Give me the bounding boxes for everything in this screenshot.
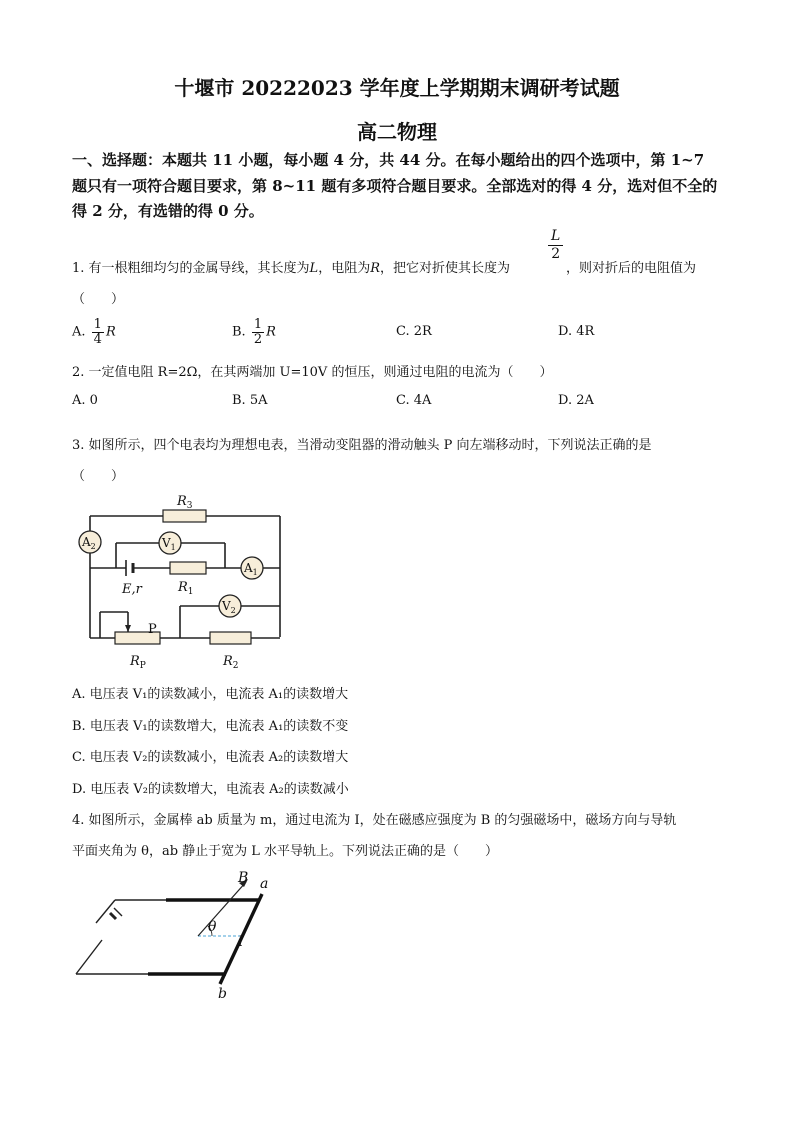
q1-option-b[interactable]: [232, 318, 276, 346]
q2-option-c[interactable]: C. 4A: [396, 393, 432, 408]
section-instruction-line-2: 题只有一项符合题目要求，第 8~11 题有多项符合题目要求。全部选对的得 4 分，选对但不全的: [72, 177, 718, 195]
label-v2: V: [222, 599, 231, 613]
label-p: P: [148, 622, 157, 637]
label-rp: R: [130, 654, 140, 669]
q1-text-mid: ，电阻为: [318, 261, 371, 276]
label-rp-sub: P: [139, 661, 146, 671]
q2-option-b[interactable]: B. 5A: [232, 393, 268, 408]
q1-option-d[interactable]: D. 4R: [558, 324, 595, 339]
label-a1: A: [244, 561, 253, 575]
q1-option-a-den: 4: [93, 331, 102, 347]
label-field-b: B: [238, 870, 249, 886]
svg-text:R2: [222, 654, 239, 671]
q1-var-R: R: [370, 261, 380, 276]
q1-frac-num: L: [548, 228, 563, 246]
q1-fraction-L-over-2: [548, 228, 563, 263]
q1-option-a-var: R: [105, 324, 116, 340]
exam-title: 十堰市 20222023 学年度上学期期末调研考试题: [174, 76, 620, 100]
q4-field-b-arrow-line: [198, 882, 246, 936]
label-v2-sub: 2: [230, 606, 236, 615]
question-2-stem: 2. 一定值电阻 R=2Ω，在其两端加 U=10V 的恒压，则通过电阻的电流为（ ）: [72, 365, 553, 380]
section-instruction-line-3: 得 2 分，有选错的得 0 分。: [72, 202, 264, 220]
q3-option-a[interactable]: A. 电压表 V₁的读数减小，电流表 A₁的读数增大: [72, 687, 349, 702]
resistor-r1: [170, 562, 206, 574]
q1-option-b-label: B.: [232, 324, 246, 340]
q3-circuit-resistors: [115, 510, 251, 644]
q1-option-a-label: A.: [72, 324, 86, 340]
label-v1-sub: 1: [170, 543, 176, 552]
q2-option-a[interactable]: A. 0: [72, 393, 98, 408]
label-end-a: a: [260, 876, 269, 892]
question-4-stem-line-1: 4. 如图所示，金属棒 ab 质量为 m，通过电流为 I，处在磁感应强度为 B 的匀强磁场中，磁场方向与导轨: [72, 813, 677, 828]
label-v1: V: [162, 536, 171, 550]
q1-option-b-fraction: [252, 318, 264, 346]
svg-text:RP: [129, 654, 146, 671]
q1-option-a-num: 1: [93, 317, 102, 332]
exam-subtitle: 高二物理: [357, 120, 437, 144]
q3-option-c[interactable]: C. 电压表 V₂的读数减小，电流表 A₂的读数增大: [72, 750, 349, 765]
question-4-stem-line-2: 平面夹角为 θ，ab 静止于宽为 L 水平导轨上。下列说法正确的是（ ）: [72, 844, 499, 859]
q1-var-L: L: [309, 261, 319, 276]
question-3-stem: 3. 如图所示，四个电表均为理想电表，当滑动变阻器的滑动触头 P 向左端移动时，下列说法正确的是: [72, 438, 652, 453]
svg-text:R1: [177, 580, 194, 597]
label-r2-sub: 2: [232, 661, 239, 671]
label-r1: R: [178, 580, 188, 595]
label-a1-sub: 1: [252, 568, 258, 577]
label-current-i: I: [238, 934, 244, 950]
q1-option-c[interactable]: C. 2R: [396, 324, 432, 339]
q4-thin-wires: [76, 900, 166, 974]
section-instruction-line-1: 一、选择题：本题共 11 小题，每小题 4 分，共 44 分。在每小题给出的四个选项中，第 1~7: [72, 151, 705, 169]
q4-rail-diagram: [70, 868, 280, 1003]
resistor-r2: [210, 632, 251, 644]
q3-paren: （ ）: [72, 469, 125, 484]
label-a2: A: [82, 535, 91, 549]
q3-circuit-diagram: [70, 488, 300, 674]
q1-option-b-den: 2: [253, 331, 263, 347]
question-1-stem: [72, 257, 510, 276]
resistor-r3: [163, 510, 206, 522]
q1-text-end: ，则对折后的电阻值为: [566, 261, 697, 276]
label-end-b: b: [218, 986, 227, 1002]
label-r3: R: [177, 494, 187, 509]
label-a2-sub: 2: [90, 542, 96, 551]
label-r1-sub: 1: [187, 587, 194, 597]
q1-option-b-num: 1: [253, 317, 263, 332]
q1-text-before: 1. 有一根粗细均匀的金属导线，其长度为: [72, 261, 310, 276]
q1-option-a[interactable]: [72, 318, 116, 346]
svg-text:R3: [176, 494, 193, 511]
label-r3-sub: 3: [186, 501, 193, 511]
label-r2: R: [223, 654, 233, 669]
q1-option-a-fraction: [92, 318, 104, 346]
q2-option-d[interactable]: D. 2A: [558, 393, 594, 408]
q4-rails: [148, 894, 262, 984]
slider-arrow-icon: [125, 625, 131, 632]
q3-option-d[interactable]: D. 电压表 V₂的读数增大，电流表 A₂的读数减小: [72, 782, 349, 797]
label-er: E,r: [122, 582, 142, 597]
q1-option-b-var: R: [266, 324, 276, 340]
q4-labels: [208, 870, 268, 1002]
q3-option-b[interactable]: B. 电压表 V₁的读数增大，电流表 A₁的读数不变: [72, 719, 349, 734]
label-theta: θ: [208, 919, 217, 935]
q1-frac-den: 2: [551, 245, 561, 262]
q1-text-after: ，把它对折使其长度为: [380, 261, 511, 276]
q1-paren: （ ）: [72, 292, 125, 307]
